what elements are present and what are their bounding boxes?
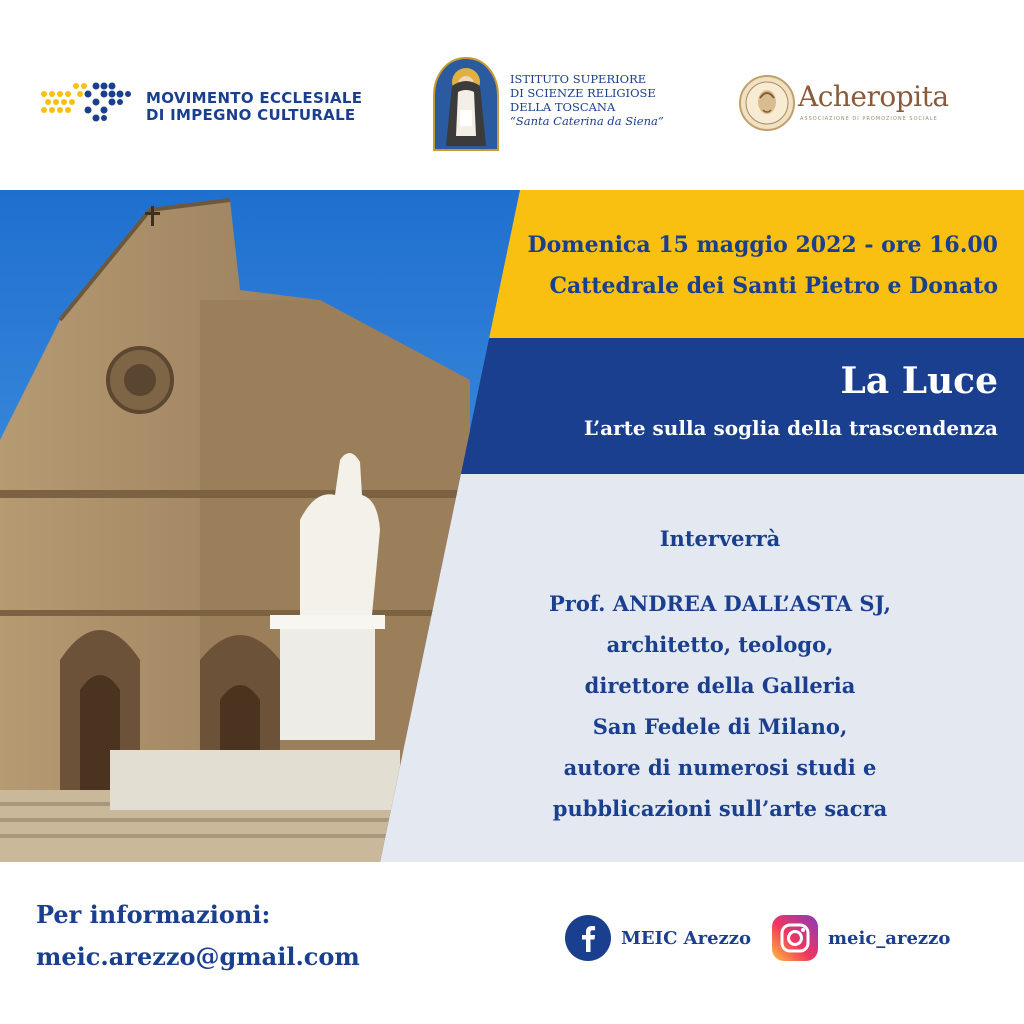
info-label: Per informazioni: xyxy=(36,900,271,929)
meic-dots-logo-icon xyxy=(36,72,141,132)
event-venue: Cattedrale dei Santi Pietro e Donato xyxy=(549,273,998,299)
facebook-icon xyxy=(565,915,611,961)
issr-logo-line1: ISTITUTO SUPERIORE xyxy=(510,72,647,86)
event-title: La Luce xyxy=(840,360,998,402)
event-subtitle: L’arte sulla soglia della trascendenza xyxy=(583,416,998,440)
speaker-description xyxy=(470,583,970,829)
issr-logo-line4: “Santa Caterina da Siena” xyxy=(510,114,664,128)
speaker-line: San Fedele di Milano, xyxy=(592,714,848,739)
meic-logo xyxy=(36,72,381,132)
speaker-line: direttore della Galleria xyxy=(584,673,856,698)
meic-logo-line1: MOVIMENTO ECCLESIALE xyxy=(146,89,363,107)
contact-email-link[interactable]: meic.arezzo@gmail.com xyxy=(36,942,360,971)
cathedral-photo xyxy=(0,190,520,862)
instagram-link[interactable] xyxy=(772,914,950,962)
speaker-intro: Interverrà xyxy=(659,526,781,551)
meic-logo-line2: DI IMPEGNO CULTURALE xyxy=(146,106,356,124)
speaker-line: pubblicazioni sull’arte sacra xyxy=(552,796,888,821)
issr-logo-line2: DI SCIENZE RELIGIOSE xyxy=(510,86,656,100)
instagram-label: meic_arezzo xyxy=(828,927,951,949)
acheropita-logo xyxy=(738,72,968,134)
speaker-line: Prof. ANDREA DALL’ASTA SJ, xyxy=(549,591,891,616)
issr-logo xyxy=(432,56,692,152)
saint-catherine-icon xyxy=(432,56,500,152)
facebook-label: MEIC Arezzo xyxy=(621,927,752,949)
issr-logo-line3: DELLA TOSCANA xyxy=(510,100,616,114)
acheropita-seal-icon xyxy=(738,74,796,132)
acheropita-name: Acheropita xyxy=(798,80,949,113)
facebook-link[interactable] xyxy=(565,914,751,962)
speaker-line: architetto, teologo, xyxy=(606,632,834,657)
acheropita-tagline: ASSOCIAZIONE DI PROMOZIONE SOCIALE xyxy=(800,116,938,122)
instagram-icon xyxy=(772,915,818,961)
speaker-line: autore di numerosi studi e xyxy=(563,755,877,780)
event-date: Domenica 15 maggio 2022 - ore 16.00 xyxy=(527,232,998,258)
